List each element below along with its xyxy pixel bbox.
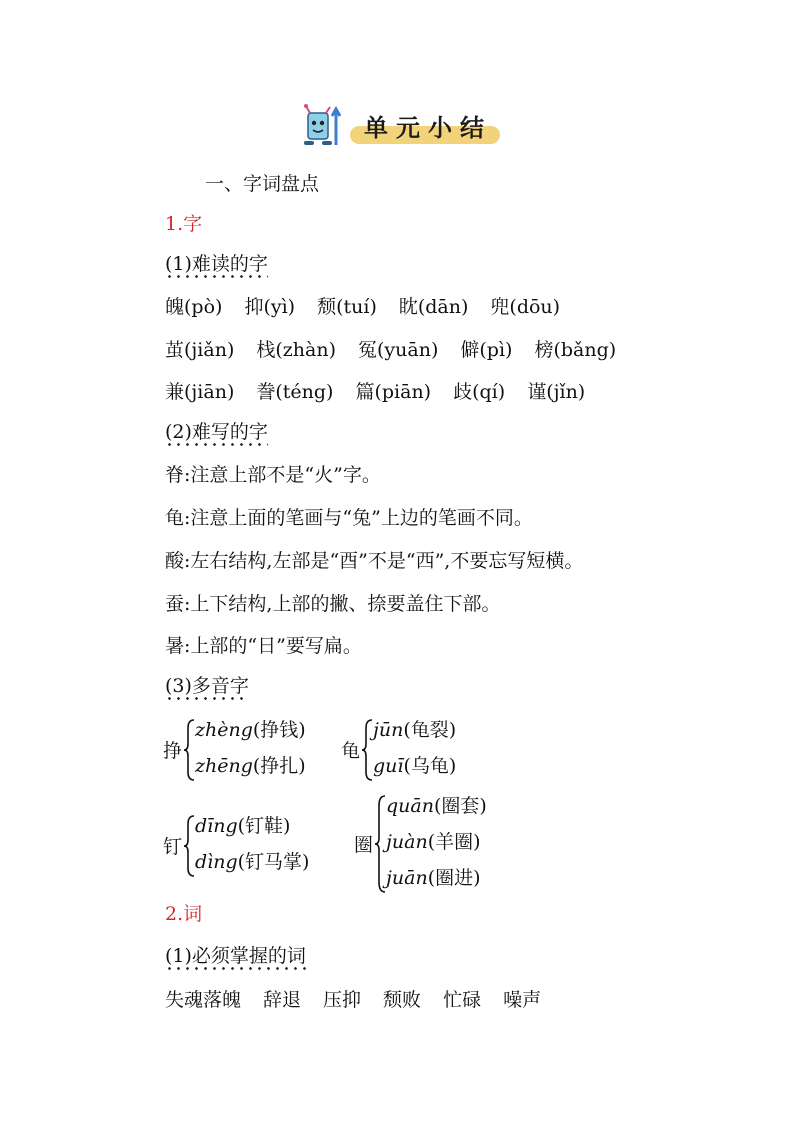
section-heading: 一、字词盘点 bbox=[205, 173, 320, 195]
polyphone-reading: jūn(龟裂) bbox=[373, 719, 457, 741]
hard-char-note: 酸:左右结构,左部是“酉”不是“西”,不要忘写短横。 bbox=[165, 550, 584, 572]
polyphone-group bbox=[163, 716, 343, 786]
pinyin-row bbox=[165, 336, 638, 364]
brace-icon bbox=[183, 814, 195, 878]
pinyin-item: 誊(téng) bbox=[256, 381, 334, 403]
pinyin-item: 榜(bǎng) bbox=[534, 339, 617, 361]
pinyin-item: 冤(yuān) bbox=[358, 339, 439, 361]
brace-icon bbox=[361, 718, 373, 782]
polyphone-reading: juān(圈进) bbox=[386, 867, 481, 889]
pinyin-item: 篇(piān) bbox=[355, 381, 432, 403]
word-item: 颓败 bbox=[383, 989, 422, 1011]
polyphone-char: 龟 bbox=[341, 740, 361, 762]
polyphone-reading: zhèng(挣钱) bbox=[195, 719, 306, 741]
hard-char-note: 龟:注意上面的笔画与“兔”上边的笔画不同。 bbox=[165, 507, 533, 529]
pinyin-item: 栈(zhàn) bbox=[256, 339, 336, 361]
pinyin-row bbox=[165, 293, 582, 321]
subheading-hard-to-read: (1)难读的字 bbox=[165, 250, 268, 278]
word-list bbox=[165, 986, 563, 1014]
word-item: 忙碌 bbox=[443, 989, 482, 1011]
pinyin-item: 僻(pì) bbox=[460, 339, 513, 361]
pinyin-item: 抑(yì) bbox=[244, 296, 296, 318]
subheading-hard-to-write: (2)难写的字 bbox=[165, 418, 268, 446]
polyphone-char: 圈 bbox=[354, 834, 374, 856]
word-item: 失魂落魄 bbox=[165, 989, 242, 1011]
pinyin-item: 茧(jiǎn) bbox=[165, 339, 235, 361]
polyphone-group bbox=[341, 716, 491, 786]
pinyin-item: 谨(jǐn) bbox=[527, 381, 586, 403]
polyphone-reading: juàn(羊圈) bbox=[386, 831, 481, 853]
polyphone-reading: dīng(钉鞋) bbox=[195, 815, 291, 837]
word-item: 噪声 bbox=[503, 989, 542, 1011]
pinyin-item: 魄(pò) bbox=[165, 296, 223, 318]
hard-char-note: 暑:上部的“日”要写扁。 bbox=[165, 635, 362, 657]
polyphone-char: 钉 bbox=[163, 836, 183, 858]
brace-icon bbox=[374, 794, 386, 894]
mascot-icon bbox=[300, 103, 342, 149]
subheading-must-master-words: (1)必须掌握的词 bbox=[165, 942, 306, 970]
unit-summary-title bbox=[300, 103, 510, 149]
polyphone-group bbox=[163, 812, 343, 882]
brace-icon bbox=[183, 718, 195, 782]
pinyin-item: 歧(qí) bbox=[453, 381, 506, 403]
pinyin-item: 眈(dān) bbox=[398, 296, 469, 318]
polyphone-char: 挣 bbox=[163, 740, 183, 762]
polyphone-reading: guī(乌龟) bbox=[373, 755, 457, 777]
polyphone-reading: zhēng(挣扎) bbox=[195, 755, 306, 777]
page-title: 单元小结 bbox=[364, 114, 492, 142]
hard-char-note: 蚕:上下结构,上部的撇、捺要盖住下部。 bbox=[165, 593, 501, 615]
heading-ci: 2.词 bbox=[165, 903, 203, 925]
pinyin-item: 兼(jiān) bbox=[165, 381, 235, 403]
subheading-polyphones: (3)多音字 bbox=[165, 672, 249, 700]
pinyin-row bbox=[165, 378, 607, 406]
heading-zi: 1.字 bbox=[165, 213, 203, 235]
word-item: 辞退 bbox=[263, 989, 302, 1011]
polyphone-reading: dìng(钉马掌) bbox=[195, 851, 310, 873]
polyphone-reading: quān(圈套) bbox=[386, 795, 487, 817]
pinyin-item: 兜(dōu) bbox=[490, 296, 561, 318]
polyphone-group bbox=[354, 792, 524, 896]
word-item: 压抑 bbox=[323, 989, 362, 1011]
hard-char-note: 脊:注意上部不是“火”字。 bbox=[165, 464, 381, 486]
pinyin-item: 颓(tuí) bbox=[317, 296, 377, 318]
